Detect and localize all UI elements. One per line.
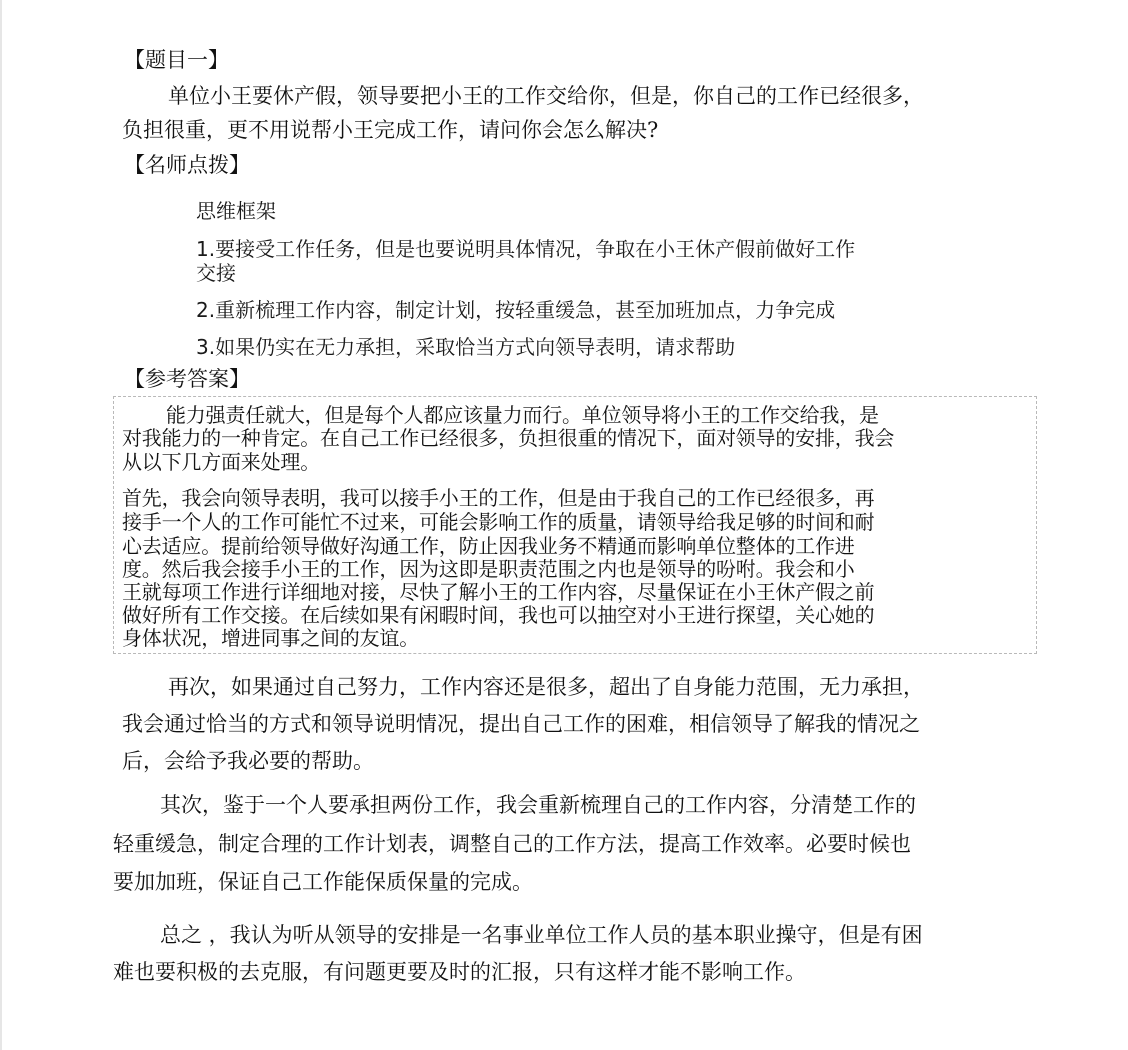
answer-intro-3: 从以下几方面来处理。 [122, 450, 320, 474]
q1-line-1: 单位小王要休产假，领导要把小王的工作交给你，但是，你自己的工作已经很多， [168, 84, 924, 108]
answer-first-1: 首先，我会向领导表明，我可以接手小王的工作，但是由于我自己的工作已经很多，再 [122, 486, 875, 510]
answer-second-3: 要加加班，保证自己工作能保质保量的完成。 [113, 870, 533, 894]
answer-again-2: 我会通过恰当的方式和领导说明情况，提出自己工作的困难，相信领导了解我的情况之 [122, 712, 920, 736]
framework-title: 思维框架 [196, 199, 276, 223]
page-left-edge [0, 0, 2, 1050]
tips-heading: 【名师点拨】 [124, 153, 250, 177]
framework-item-1-cont: 交接 [196, 261, 236, 285]
answer-first-2: 接手一个人的工作可能忙不过来，可能会影响工作的质量，请领导给我足够的时间和耐 [122, 510, 875, 534]
answer-first-6: 做好所有工作交接。在后续如果有闲暇时间，我也可以抽空对小王进行探望，关心她的 [122, 603, 875, 627]
answer-first-5: 王就每项工作进行详细地对接，尽快了解小王的工作内容，尽量保证在小王休产假之前 [122, 580, 875, 604]
answer-first-4: 度。然后我会接手小王的工作，因为这即是职责范围之内也是领导的吩咐。我会和小 [122, 557, 855, 581]
answer-first-3: 心去适应。提前给领导做好沟通工作，防止因我业务不精通而影响单位整体的工作进 [122, 534, 855, 558]
answer-second-2: 轻重缓急，制定合理的工作计划表，调整自己的工作方法，提高工作效率。必要时候也 [113, 832, 911, 856]
q1-heading: 【题目一】 [124, 48, 229, 72]
framework-item-2: 2.重新梳理工作内容，制定计划，按轻重缓急，甚至加班加点，力争完成 [196, 298, 836, 322]
answer-again-3: 后，会给予我必要的帮助。 [122, 749, 374, 773]
answer-second-1: 其次，鉴于一个人要承担两份工作，我会重新梳理自己的工作内容，分清楚工作的 [160, 793, 916, 817]
answer-intro-2: 对我能力的一种肯定。在自己工作已经很多，负担很重的情况下，面对领导的安排，我会 [122, 426, 895, 450]
answer-again-1: 再次，如果通过自己努力，工作内容还是很多，超出了自身能力范围，无力承担， [168, 675, 924, 699]
answer-intro-1: 能力强责任就大，但是每个人都应该量力而行。单位领导将小王的工作交给我，是 [166, 403, 879, 427]
answer-summary-1: 总之 ，我认为听从领导的安排是一名事业单位工作人员的基本职业操守，但是有困 [160, 923, 923, 947]
answer-summary-2: 难也要积极的去克服，有问题更要及时的汇报，只有这样才能不影响工作。 [113, 960, 806, 984]
answer-first-7: 身体状况，增进同事之间的友谊。 [122, 626, 419, 650]
framework-item-3: 3.如果仍实在无力承担，采取恰当方式向领导表明，请求帮助 [196, 335, 736, 359]
framework-item-1: 1.要接受工作任务，但是也要说明具体情况，争取在小王休产假前做好工作 [196, 237, 856, 261]
q1-line-2: 负担很重，更不用说帮小王完成工作，请问你会怎么解决? [122, 118, 659, 142]
answer-heading: 【参考答案】 [124, 367, 250, 391]
